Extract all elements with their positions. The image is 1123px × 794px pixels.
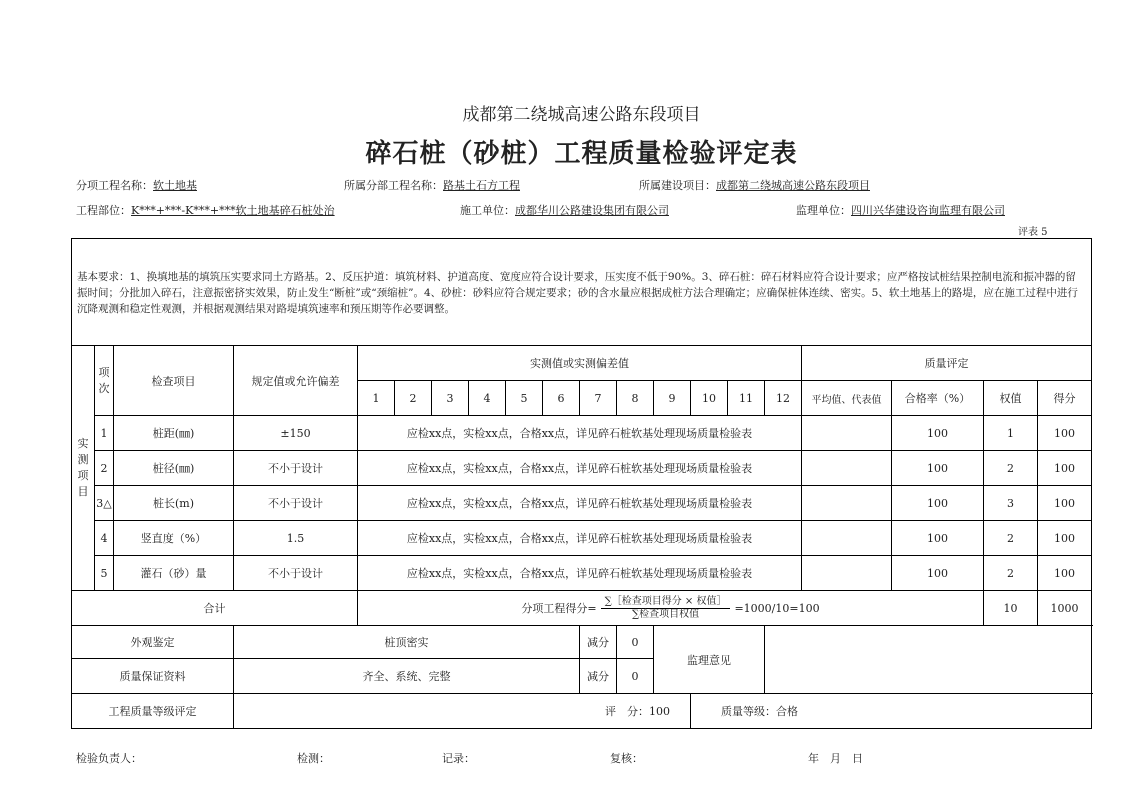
row-no: 1 xyxy=(95,416,114,451)
basic-requirements: 基本要求：1、换填地基的填筑压实要求同土方路基。2、反压护道：填筑材料、护道高度、宽度应符合设计要求，压实度不低于90%。3、碎石桩：碎石材料应符合设计要求；应严格按试桩结果控制电流和振冲器的留振时间；分批加入碎石，注意振密挤实效果，防止发生“断桩”或“颈缩桩”。4、砂桩：砂料应符合规定要求；砂的含水量应根据成桩方法合理确定；应确保桩体连续、密实。5、软土地基上的路堤，应在施工过程中进行沉降观测和稳定性观测，并根据观测结果对路堤填筑速率和预压期等作必要调整。 xyxy=(72,239,1092,346)
total-label: 合计 xyxy=(72,591,358,626)
row-note: 应检xx点，实检xx点，合格xx点，详见碎石桩软基处理现场质量检验表 xyxy=(358,486,802,521)
location-value: K***+***-K***+***软土地基碎石桩处治 xyxy=(131,204,335,217)
score-formula xyxy=(521,596,819,621)
pass-rate-header: 合格率（%） xyxy=(892,381,984,416)
construction-project-label: 所属建设项目： xyxy=(639,179,716,192)
assurance-value: 齐全、系统、完整 xyxy=(234,659,580,694)
table-row xyxy=(72,521,1092,556)
reviewer-label: 复核： xyxy=(610,752,643,765)
contractor-info xyxy=(460,202,669,218)
row-score: 100 xyxy=(1038,416,1092,451)
project-title: 成都第二绕城高速公路东段项目 xyxy=(462,105,701,125)
row-average xyxy=(802,556,892,591)
measure-col-header: 1 xyxy=(358,381,395,416)
row-weight: 3 xyxy=(984,486,1038,521)
form-title: 碎石桩（砂桩）工程质量检验评定表 xyxy=(365,139,798,169)
parent-project-info xyxy=(344,177,520,193)
supervisor-value: 四川兴华建设咨询监理有限公司 xyxy=(851,204,1005,217)
supervision-opinion-label: 监理意见 xyxy=(654,626,765,694)
requirements-row xyxy=(72,239,1092,346)
row-no: 3△ xyxy=(95,486,114,521)
recorder-label: 记录： xyxy=(442,752,475,765)
row-item: 竖直度（%） xyxy=(114,521,234,556)
parent-project-label: 所属分部工程名称： xyxy=(344,179,443,192)
section-label-cell xyxy=(72,346,95,591)
row-item: 桩径(㎜) xyxy=(114,451,234,486)
inspector-label: 检验负责人： xyxy=(76,752,142,765)
supervision-opinion-value xyxy=(765,626,1092,694)
section-label: 实测项目 xyxy=(77,437,89,498)
supervisor-label: 监理单位： xyxy=(796,204,851,217)
measure-col-header: 2 xyxy=(395,381,432,416)
assurance-deduct-label: 减分 xyxy=(580,659,617,694)
row-spec: 不小于设计 xyxy=(234,486,358,521)
row-pass-rate: 100 xyxy=(892,556,984,591)
row-no: 5 xyxy=(95,556,114,591)
supervisor-info xyxy=(796,202,1005,218)
contractor-value: 成都华川公路建设集团有限公司 xyxy=(515,204,669,217)
formula-fraction xyxy=(601,596,731,621)
form-number: 评表 5 xyxy=(1018,227,1048,238)
row-average xyxy=(802,451,892,486)
grade-row xyxy=(72,694,1092,729)
date-label: 年 月 日 xyxy=(808,752,863,765)
row-average xyxy=(802,521,892,556)
item-no-header-text: 项次 xyxy=(98,365,110,395)
row-pass-rate: 100 xyxy=(892,486,984,521)
grade-label: 工程质量等级评定 xyxy=(72,694,234,729)
sub-project-label: 分项工程名称： xyxy=(76,179,153,192)
total-formula xyxy=(358,591,984,626)
measure-col-header: 12 xyxy=(765,381,802,416)
row-average xyxy=(802,416,892,451)
measure-col-header: 10 xyxy=(691,381,728,416)
row-item: 桩长(m) xyxy=(114,486,234,521)
row-score: 100 xyxy=(1038,521,1092,556)
measure-col-header: 5 xyxy=(506,381,543,416)
total-row xyxy=(72,591,1092,626)
measure-col-header: 4 xyxy=(469,381,506,416)
row-item: 灌石（砂）量 xyxy=(114,556,234,591)
contractor-label: 施工单位： xyxy=(460,204,515,217)
table-row xyxy=(72,556,1092,591)
grade-score: 评 分：100 xyxy=(234,694,691,729)
appearance-row xyxy=(72,626,1092,659)
assurance-deduct: 0 xyxy=(617,659,654,694)
total-score: 1000 xyxy=(1038,591,1092,626)
location-info xyxy=(76,202,335,218)
row-score: 100 xyxy=(1038,451,1092,486)
row-score: 100 xyxy=(1038,556,1092,591)
formula-numerator: ∑［检查项目得分 × 权值］ xyxy=(601,596,731,609)
row-pass-rate: 100 xyxy=(892,521,984,556)
total-weight: 10 xyxy=(984,591,1038,626)
table-row xyxy=(72,486,1092,521)
row-spec: 1.5 xyxy=(234,521,358,556)
header-row-1 xyxy=(72,346,1092,381)
item-no-header xyxy=(95,346,114,416)
row-note: 应检xx点，实检xx点，合格xx点，详见碎石桩软基处理现场质量检验表 xyxy=(358,416,802,451)
check-item-header: 检查项目 xyxy=(114,346,234,416)
measure-col-header: 9 xyxy=(654,381,691,416)
table-row xyxy=(72,416,1092,451)
formula-result: =1000/10=100 xyxy=(734,601,820,615)
measure-col-header: 7 xyxy=(580,381,617,416)
row-weight: 2 xyxy=(984,521,1038,556)
construction-project-info xyxy=(639,177,870,193)
weight-header: 权值 xyxy=(984,381,1038,416)
appearance-deduct-label: 减分 xyxy=(580,626,617,659)
quality-header: 质量评定 xyxy=(802,346,1092,381)
parent-project-value: 路基土石方工程 xyxy=(443,179,520,192)
row-weight: 1 xyxy=(984,416,1038,451)
row-spec: 不小于设计 xyxy=(234,556,358,591)
row-spec: 不小于设计 xyxy=(234,451,358,486)
evaluation-table xyxy=(71,238,1092,729)
measure-col-header: 8 xyxy=(617,381,654,416)
sub-project-value: 软土地基 xyxy=(153,179,197,192)
table-row xyxy=(72,451,1092,486)
location-label: 工程部位： xyxy=(76,204,131,217)
sub-project-info xyxy=(76,177,197,193)
measure-col-header: 11 xyxy=(728,381,765,416)
appearance-label: 外观鉴定 xyxy=(72,626,234,659)
appearance-deduct: 0 xyxy=(617,626,654,659)
row-pass-rate: 100 xyxy=(892,451,984,486)
row-no: 4 xyxy=(95,521,114,556)
formula-label: 分项工程得分= xyxy=(521,602,597,615)
row-spec: ±150 xyxy=(234,416,358,451)
spec-header: 规定值或允许偏差 xyxy=(234,346,358,416)
row-average xyxy=(802,486,892,521)
row-score: 100 xyxy=(1038,486,1092,521)
measure-col-header: 3 xyxy=(432,381,469,416)
grade-level: 质量等级：合格 xyxy=(691,694,1092,729)
measured-header: 实测值或实测偏差值 xyxy=(358,346,802,381)
row-no: 2 xyxy=(95,451,114,486)
average-header: 平均值、代表值 xyxy=(802,381,892,416)
assurance-label: 质量保证资料 xyxy=(72,659,234,694)
row-note: 应检xx点，实检xx点，合格xx点，详见碎石桩软基处理现场质量检验表 xyxy=(358,451,802,486)
row-note: 应检xx点，实检xx点，合格xx点，详见碎石桩软基处理现场质量检验表 xyxy=(358,521,802,556)
row-weight: 2 xyxy=(984,451,1038,486)
measure-col-header: 6 xyxy=(543,381,580,416)
row-note: 应检xx点，实检xx点，合格xx点，详见碎石桩软基处理现场质量检验表 xyxy=(358,556,802,591)
appearance-value: 桩顶密实 xyxy=(234,626,580,659)
row-pass-rate: 100 xyxy=(892,416,984,451)
construction-project-value: 成都第二绕城高速公路东段项目 xyxy=(716,179,870,192)
row-weight: 2 xyxy=(984,556,1038,591)
row-item: 桩距(㎜) xyxy=(114,416,234,451)
formula-denominator: ∑检查项目权值 xyxy=(631,608,700,620)
tester-label: 检测： xyxy=(297,752,330,765)
score-header: 得分 xyxy=(1038,381,1092,416)
